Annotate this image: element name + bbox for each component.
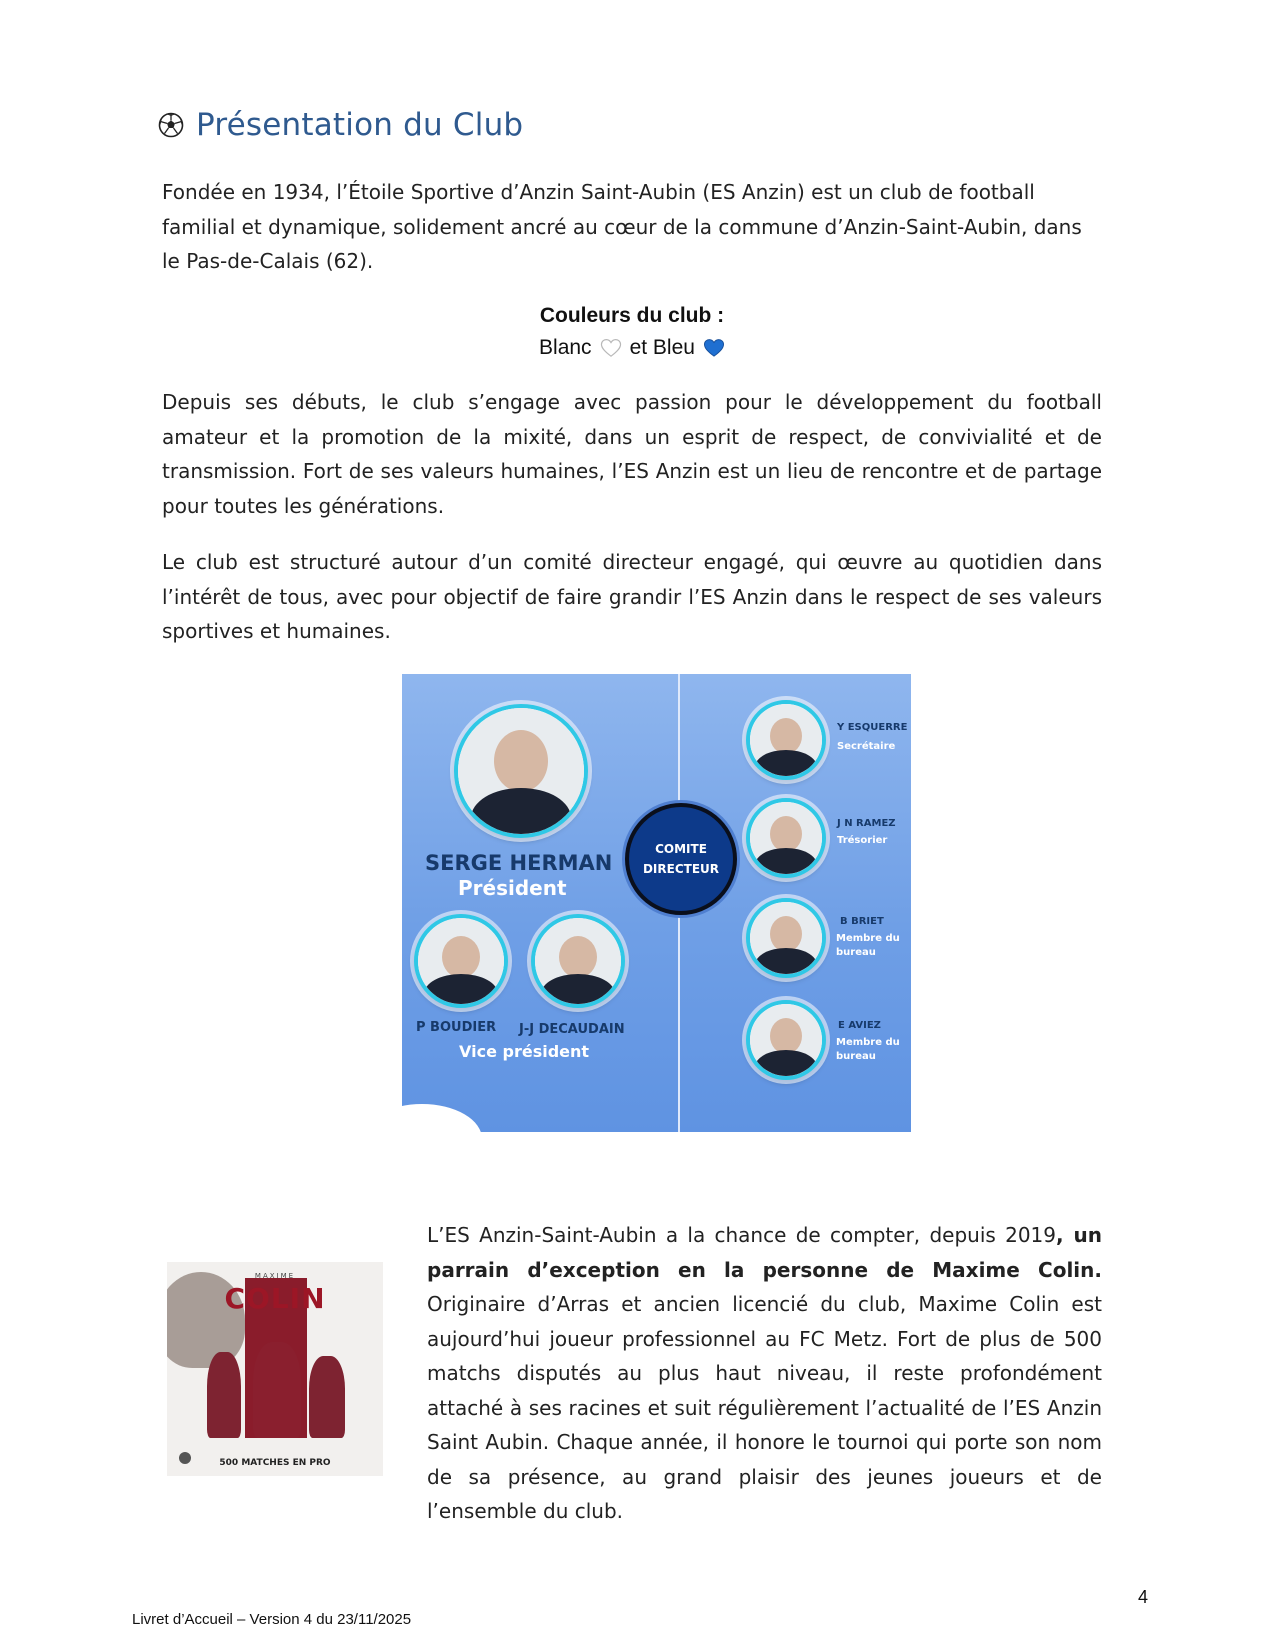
member-4-role: Membre du bureau	[836, 1037, 900, 1062]
vice-president-2-photo	[531, 914, 625, 1008]
member-1-role: Secrétaire	[837, 741, 896, 752]
soccer-ball-icon	[158, 112, 184, 138]
sponsor-image-players	[197, 1342, 357, 1442]
member-1-photo	[746, 700, 826, 780]
member-1-name: Y ESQUERRE	[837, 722, 908, 733]
sponsor-image-name: COLIN	[224, 1282, 326, 1315]
member-3-name: B BRIET	[840, 916, 884, 927]
committee-label-line1: COMITE	[655, 842, 707, 856]
page-title: Présentation du Club	[196, 107, 524, 143]
section-heading	[158, 100, 523, 150]
sponsor-text-part1: L’ES Anzin-Saint-Aubin a la chance de compter, depuis 2019	[427, 1223, 1056, 1247]
member-3-role: Membre du bureau	[836, 933, 900, 958]
committee-label-line2: DIRECTEUR	[642, 862, 720, 876]
member-2-name: J N RAMEZ	[837, 818, 896, 829]
sponsor-image-top-label: MAXIME	[254, 1272, 296, 1280]
sponsor-image-caption: 500 MATCHES EN PRO	[219, 1458, 331, 1468]
intro-paragraph: Fondée en 1934, l’Étoile Sportive d’Anzin Saint-Aubin (ES Anzin) est un club de football familial et dynamique, solidement ancré au cœur de la commune d’Anzin-Saint-Aubin, dans le Pas-de-Calais (62).	[162, 180, 1082, 273]
values-paragraph: Depuis ses débuts, le club s’engage avec passion pour le développement du football amateur et la promotion de la mixité, dans un esprit de respect, de convivialité et de transmission. Fort de ses valeurs humaines, l’ES Anzin est un lieu de rencontre et de partage pour toutes les générations.	[162, 390, 1102, 518]
president-photo	[454, 704, 588, 838]
member-2-photo	[746, 798, 826, 878]
white-heart-icon	[600, 338, 622, 358]
sponsor-paragraph	[427, 1218, 1102, 1529]
committee-badge	[625, 803, 737, 915]
member-4-photo	[746, 1000, 826, 1080]
organigram-corner-shape	[402, 1104, 482, 1132]
member-4-name: E AVIEZ	[838, 1020, 881, 1031]
president-role: Président	[458, 876, 567, 900]
club-colors-title: Couleurs du club :	[539, 304, 725, 327]
page-number: 4	[1138, 1587, 1149, 1607]
member-2-role: Trésorier	[837, 835, 888, 846]
white-label: Blanc	[539, 336, 592, 359]
president-name: SERGE HERMAN	[425, 851, 613, 875]
footer-text: Livret d’Accueil – Version 4 du 23/11/2025	[132, 1611, 412, 1628]
committee-organigram	[402, 674, 911, 1132]
blue-label: et Bleu	[629, 336, 695, 359]
member-3-photo	[746, 898, 826, 978]
vice-president-role: Vice président	[459, 1042, 590, 1061]
sponsor-text-bold: , un parrain d’exception en la personne de Maxime Colin.	[427, 1223, 1102, 1282]
vice-president-2-name: J-J DECAUDAIN	[519, 1022, 625, 1037]
structure-paragraph: Le club est structuré autour d’un comité directeur engagé, qui œuvre au quotidien dans l’intérêt de tous, avec pour objectif de faire grandir l’ES Anzin dans le respect de ses valeurs sportives et humaines.	[162, 550, 1102, 643]
sponsor-photo	[167, 1262, 383, 1476]
vice-president-1-photo	[414, 914, 508, 1008]
sponsor-text-part2: Originaire d’Arras et ancien licencié du club, Maxime Colin est aujourd’hui joueur professionnel au FC Metz. Fort de plus de 500 matchs disputés au plus haut niveau, il reste profondément attaché à ses racines et suit régulièrement l’actualité de l’ES Anzin Saint Aubin. Chaque année, il honore le tournoi qui porte son nom de sa présence, au grand plaisir des jeunes joueurs et de l’ensemble du club.	[427, 1292, 1102, 1523]
club-colors	[162, 300, 1102, 364]
blue-heart-icon	[703, 338, 725, 358]
club-colors-row	[539, 332, 725, 364]
vice-president-1-name: P BOUDIER	[416, 1020, 497, 1035]
